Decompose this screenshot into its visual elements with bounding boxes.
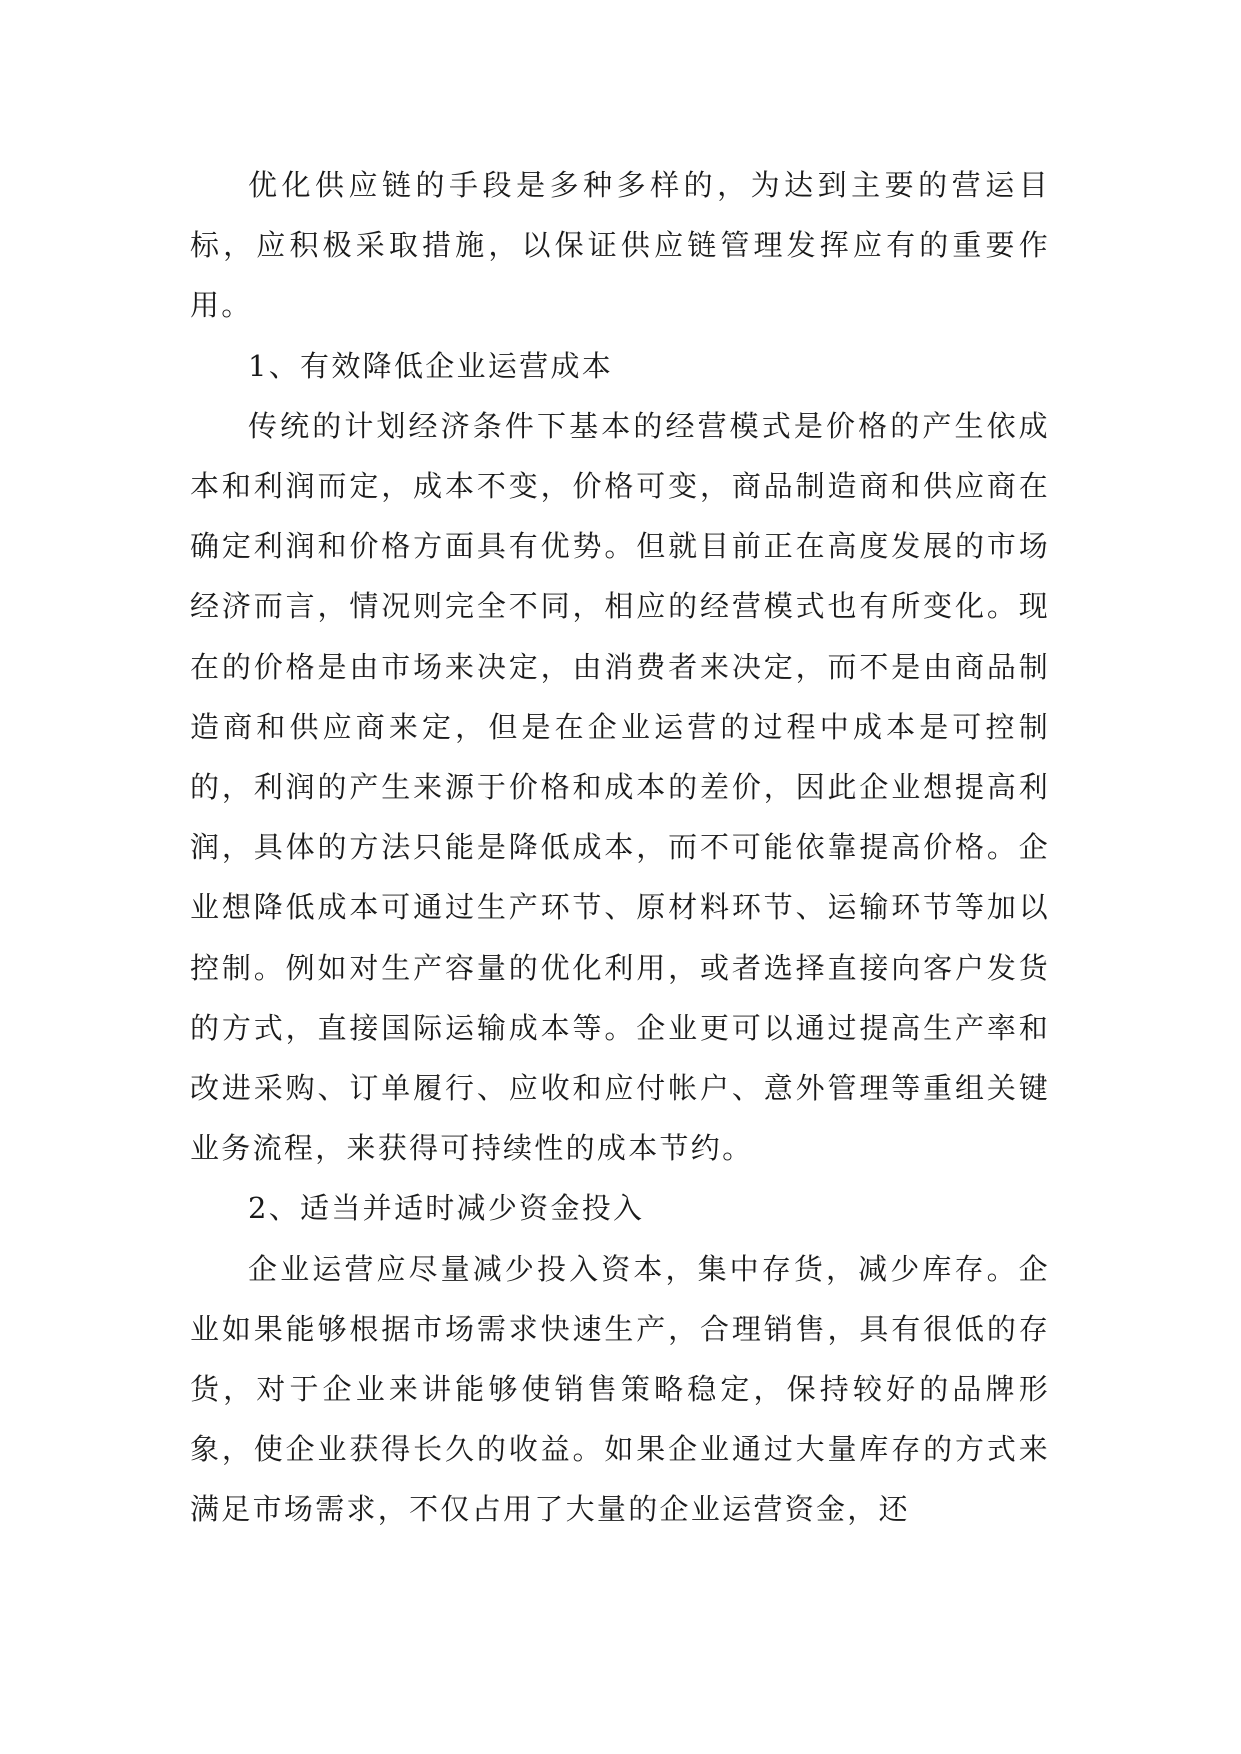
section-heading-1: 1、有效降低企业运营成本: [248, 348, 614, 383]
document-body: [190, 155, 1050, 1540]
section-heading-2: 2、适当并适时减少资金投入: [248, 1191, 645, 1226]
paragraph-intro: 优化供应链的手段是多种多样的，为达到主要的营运目标，应积极采取措施，以保证供应链管理发挥应有的重要作用。: [190, 168, 1050, 323]
paragraph-cost-reduction: 传统的计划经济条件下基本的经营模式是价格的产生依成本和利润而定，成本不变，价格可变，商品制造商和供应商在确定利润和价格方面具有优势。但就目前正在高度发展的市场经济而言，情况则完全不同，相应的经营模式也有所变化。现在的价格是由市场来决定，由消费者来决定，而不是由商品制造商和供应商来定，但是在企业运营的过程中成本是可控制的，利润的产生来源于价格和成本的差价，因此企业想提高利润，具体的方法只能是降低成本，而不可能依靠提高价格。企业想降低成本可通过生产环节、原材料环节、运输环节等加以控制。例如对生产容量的优化利用，或者选择直接向客户发货的方式，直接国际运输成本等。企业更可以通过提高生产率和改进采购、订单履行、应收和应付帐户、意外管理等重组关键业务流程，来获得可持续性的成本节约。: [190, 408, 1050, 1166]
paragraph-capital-reduction: 企业运营应尽量减少投入资本，集中存货，减少库存。企业如果能够根据市场需求快速生产，合理销售，具有很低的存货，对于企业来讲能够使销售策略稳定，保持较好的品牌形象，使企业获得长久的收益。如果企业通过大量库存的方式来满足市场需求，不仅占用了大量的企业运营资金，还: [190, 1251, 1050, 1527]
